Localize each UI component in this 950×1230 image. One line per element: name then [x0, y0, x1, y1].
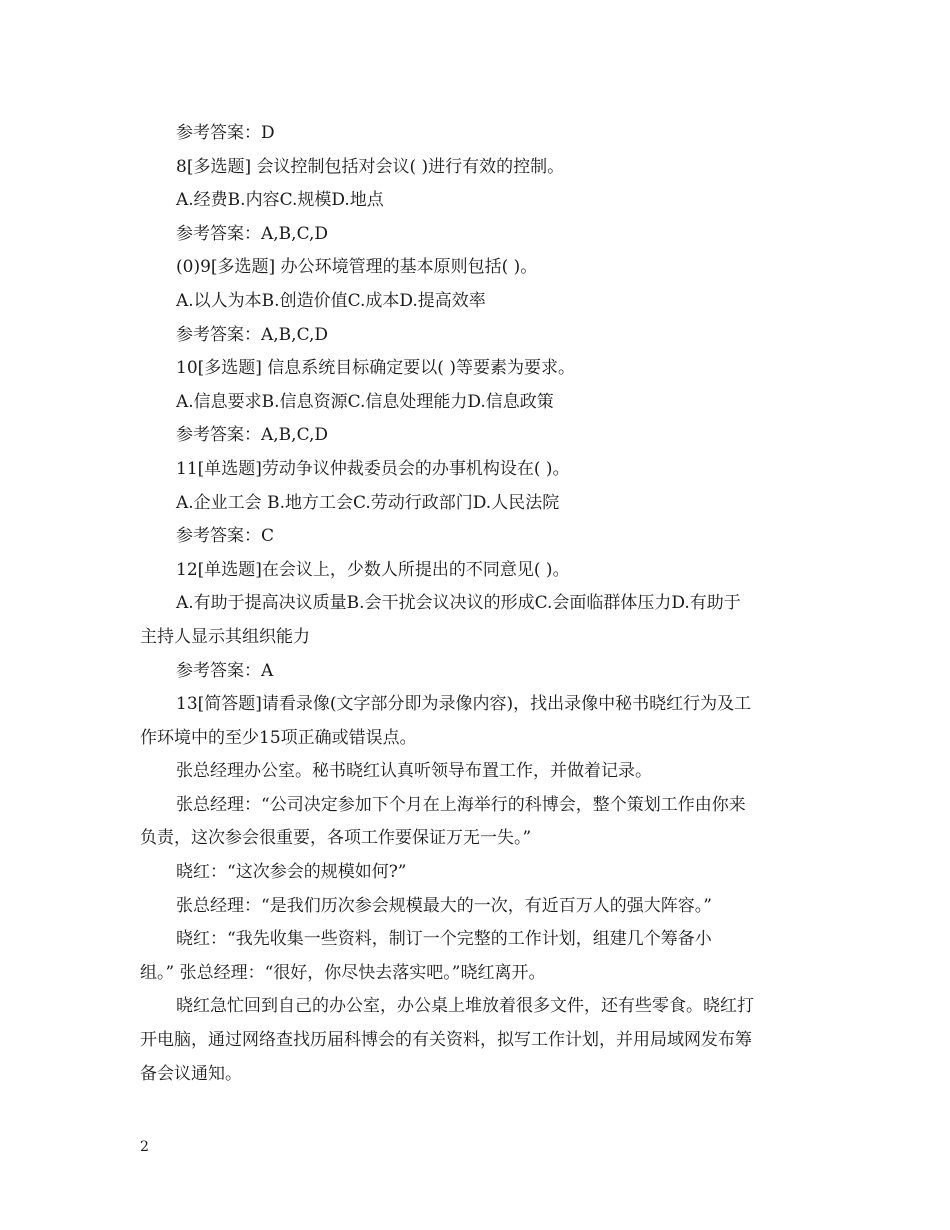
question-9: (0)9[多选题] 办公环境管理的基本原则包括( )。 — [176, 257, 538, 278]
paragraph-line: 晓红：“这次参会的规模如何?” — [176, 862, 407, 883]
answer-line: 参考答案：D — [176, 123, 275, 143]
question-13-continued: 作环境中的至少15项正确或错误点。 — [140, 727, 417, 748]
paragraph-line: 晓红：“我先收集一些资料，制订一个完整的工作计划，组建几个筹备小 — [176, 929, 712, 950]
options-line: A.经费B.内容C.规模D.地点 — [176, 190, 384, 211]
options-line-continued: 主持人显示其组织能力 — [140, 626, 310, 647]
answer-line: 参考答案：A,B,C,D — [176, 223, 329, 244]
paragraph-line: 张总经理：“公司决定参加下个月在上海举行的科博会，整个策划工作由你来 — [176, 794, 746, 815]
paragraph-line: 晓红急忙回到自己的办公室，办公桌上堆放着很多文件，还有些零食。晓红打 — [176, 996, 754, 1017]
page-number: 2 — [140, 1139, 149, 1155]
options-line: A.有助于提高决议质量B.会干扰会议决议的形成C.会面临群体压力D.有助于 — [176, 593, 741, 614]
question-8: 8[多选题] 会议控制包括对会议( )进行有效的控制。 — [176, 156, 565, 177]
paragraph-line-continued: 备会议通知。 — [140, 1063, 242, 1084]
answer-line: 参考答案：A,B,C,D — [176, 324, 329, 345]
paragraph-line-continued: 负责，这次参会很重要，各项工作要保证万无一失。” — [140, 828, 532, 849]
options-line: A.以人为本B.创造价值C.成本D.提高效率 — [176, 290, 486, 311]
options-line: A.企业工会 B.地方工会C.劳动行政部门D.人民法院 — [176, 492, 560, 513]
question-13: 13[简答题]请看录像(文字部分即为录像内容)，找出录像中秘书晓红行为及工 — [176, 694, 752, 715]
question-11: 11[单选题]劳动争议仲裁委员会的办事机构设在( )。 — [176, 458, 570, 479]
paragraph-line-continued: 组。” 张总经理：“很好，你尽快去落实吧。”晓红离开。 — [140, 962, 546, 983]
paragraph-line-continued: 开电脑，通过网络查找历届科博会的有关资料，拟写工作计划，并用局域网发布筹 — [140, 1030, 752, 1051]
paragraph-line: 张总经理：“是我们历次参会规模最大的一次，有近百万人的强大阵容。” — [176, 895, 712, 916]
paragraph-line: 张总经理办公室。秘书晓红认真听领导布置工作，并做着记录。 — [176, 761, 652, 782]
question-10: 10[多选题] 信息系统目标确定要以( )等要素为要求。 — [176, 358, 575, 379]
question-12: 12[单选题]在会议上，少数人所提出的不同意见( )。 — [176, 559, 570, 580]
answer-line: 参考答案：A,B,C,D — [176, 425, 329, 446]
document-body — [140, 117, 820, 1091]
answer-line: 参考答案：A — [176, 660, 274, 681]
answer-line: 参考答案：C — [176, 526, 275, 547]
options-line: A.信息要求B.信息资源C.信息处理能力D.信息政策 — [176, 391, 554, 412]
